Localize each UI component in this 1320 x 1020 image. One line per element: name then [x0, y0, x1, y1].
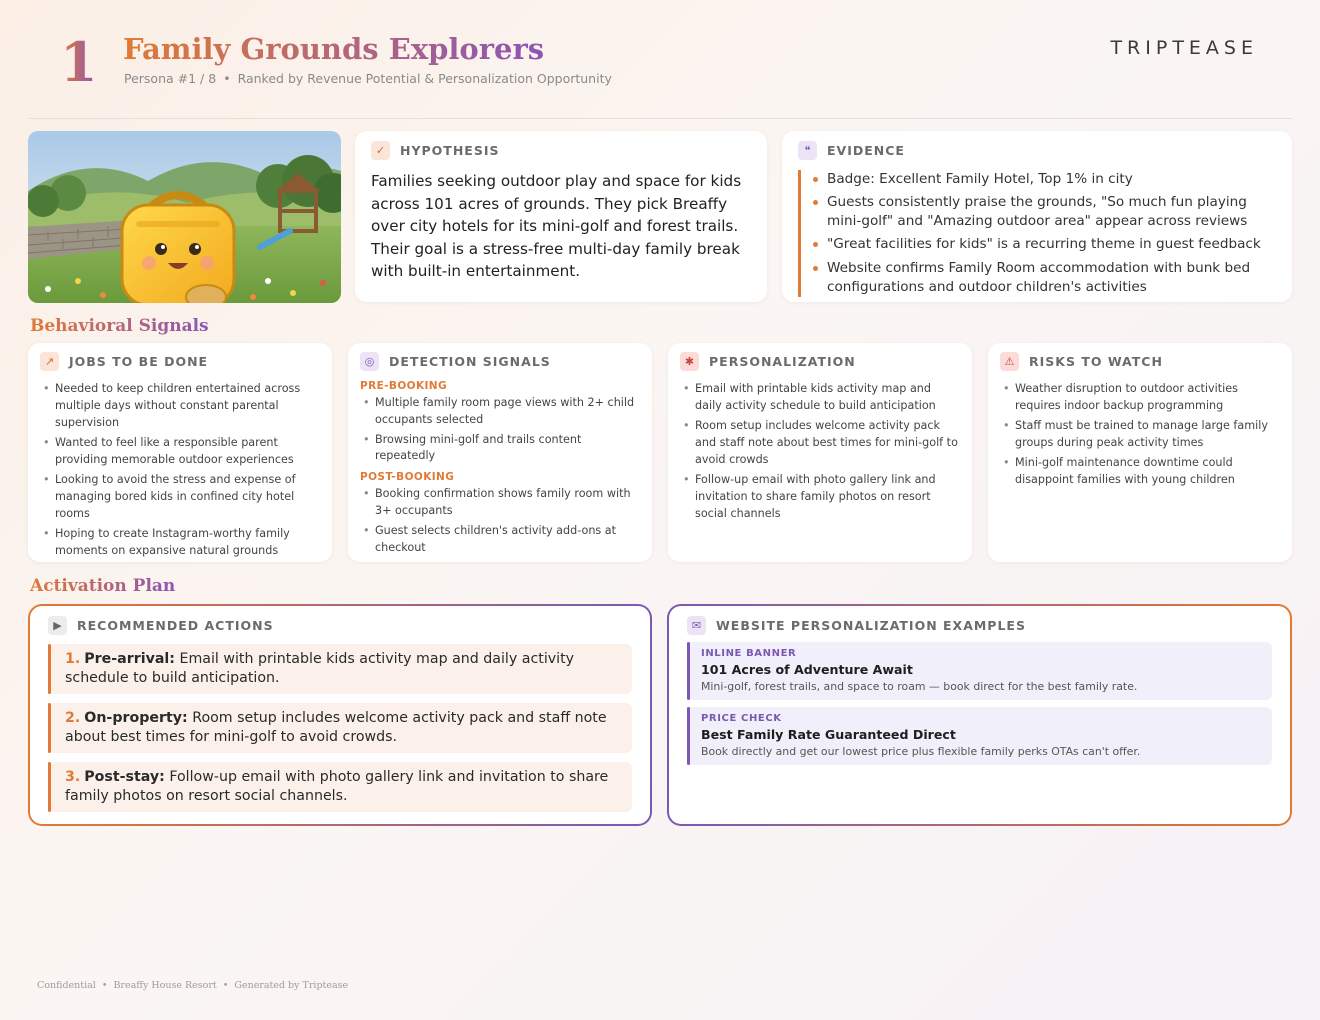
example-body: Book directly and get our lowest price plus flexible family perks OTAs can't offer.	[701, 745, 1141, 758]
list-item: • Booking confirmation shows family room with 3+ occupants	[360, 486, 640, 520]
check-icon: ✓	[371, 141, 390, 160]
post-booking-label: POST-BOOKING	[360, 471, 455, 484]
personalization-card	[668, 343, 972, 562]
behavioral-signals-title: Behavioral Signals	[30, 316, 209, 336]
page-subtitle	[124, 71, 612, 86]
personalization-heading: PERSONALIZATION	[709, 354, 856, 369]
page-title: Family Grounds Explorers	[123, 32, 545, 66]
list-item: • Wanted to feel like a responsible parent providing memorable outdoor experiences	[40, 435, 320, 469]
example-headline: Best Family Rate Guaranteed Direct	[701, 727, 956, 742]
sparkle-icon: ✱	[680, 352, 699, 371]
list-item: • Follow-up email with photo gallery link and invitation to share family photos on resort social channels	[680, 472, 960, 522]
list-item: • Looking to avoid the stress and expense of managing bored kids in confined city hotel rooms	[40, 472, 320, 522]
risks-list	[1000, 381, 1280, 489]
action-item	[48, 703, 632, 753]
action-item	[48, 762, 632, 812]
warning-icon: ⚠	[1000, 352, 1019, 371]
personalization-list	[680, 381, 960, 522]
action-label: Pre-arrival:	[84, 651, 175, 667]
risks-card	[988, 343, 1292, 562]
website-personalization-panel	[667, 604, 1292, 826]
activation-plan-title: Activation Plan	[30, 576, 176, 596]
footer-generated: Generated by Triptease	[234, 980, 349, 991]
action-text: Room setup includes welcome activity pack and staff note about best times for mini-golf to avoid crowds.	[65, 710, 607, 745]
list-item: • Staff must be trained to manage large family groups during peak activity times	[1000, 418, 1280, 452]
pre-booking-list	[360, 395, 640, 465]
website-heading: WEBSITE PERSONALIZATION EXAMPLES	[716, 618, 1026, 633]
evidence-item: "Great facilities for kids" is a recurring theme in guest feedback	[811, 235, 1276, 254]
evidence-item: Guests consistently praise the grounds, "So much fun playing mini-golf" and "Amazing outdoor area" appear across reviews	[811, 193, 1276, 232]
jobs-to-be-done-card	[28, 343, 332, 562]
list-item: • Email with printable kids activity map and daily activity schedule to build anticipation	[680, 381, 960, 415]
example-headline: 101 Acres of Adventure Await	[701, 662, 913, 677]
pre-booking-label: PRE-BOOKING	[360, 380, 448, 392]
persona-rank: 1	[60, 30, 98, 94]
action-number: 2.	[65, 710, 81, 726]
separator-dot: •	[101, 980, 108, 991]
action-item	[48, 644, 632, 694]
action-number: 3.	[65, 769, 81, 785]
example-body: Mini-golf, forest trails, and space to roam — book direct for the best family rate.	[701, 680, 1138, 693]
evidence-card	[782, 131, 1292, 302]
example-kind: PRICE CHECK	[701, 713, 782, 724]
brand-logo: TRIPTEASE	[1110, 37, 1258, 59]
actions-heading: RECOMMENDED ACTIONS	[77, 618, 274, 633]
personalization-header	[680, 352, 960, 371]
list-item: • Weather disruption to outdoor activities requires indoor backup programming	[1000, 381, 1280, 415]
separator-dot: •	[223, 71, 231, 86]
jobs-header	[40, 352, 320, 371]
list-item: • Mini-golf maintenance downtime could disappoint families with young children	[1000, 455, 1280, 489]
hypothesis-heading: HYPOTHESIS	[400, 143, 500, 158]
actions-header	[48, 616, 632, 635]
action-label: Post-stay:	[84, 769, 165, 785]
quote-icon: ❝	[798, 141, 817, 160]
list-item: • Room setup includes welcome activity pack and staff note about best times for mini-golf to avoid crowds	[680, 418, 960, 468]
footer	[37, 980, 348, 991]
separator-dot: •	[222, 980, 229, 991]
example-card-price-check	[687, 707, 1272, 765]
risks-heading: RISKS TO WATCH	[1029, 354, 1163, 369]
list-item: • Guest selects children's activity add-ons at checkout	[360, 523, 640, 557]
play-icon: ▶	[48, 616, 67, 635]
website-header	[687, 616, 1272, 635]
action-number: 1.	[65, 651, 81, 667]
hypothesis-text: Families seeking outdoor play and space for kids across 101 acres of grounds. They pick Breaffy over city hotels for its mini-golf and forest trails. Their goal is a stress-free multi-day family break with built-in entertainment.	[371, 172, 742, 281]
recommended-actions-panel	[28, 604, 652, 826]
persona-count: Persona #1 / 8	[124, 71, 217, 86]
list-item: • Hoping to create Instagram-worthy family moments on expansive natural grounds	[40, 526, 320, 560]
list-item: • Multiple family room page views with 2+ child occupants selected	[360, 395, 640, 429]
detection-heading: DETECTION SIGNALS	[389, 354, 551, 369]
detection-signals-card	[348, 343, 652, 562]
list-item: • Browsing mini-golf and trails content repeatedly	[360, 432, 640, 466]
evidence-item: Website confirms Family Room accommodation with bunk bed configurations and outdoor children's activities	[811, 259, 1276, 298]
header-divider	[28, 118, 1292, 119]
evidence-header	[798, 141, 1276, 160]
footer-property: Breaffy House Resort	[113, 980, 217, 991]
persona-illustration	[28, 131, 341, 303]
mail-icon: ✉	[687, 616, 706, 635]
list-item: • Needed to keep children entertained across multiple days without constant parental supervision	[40, 381, 320, 431]
action-text: Email with printable kids activity map and daily activity schedule to build anticipation.	[65, 651, 575, 686]
radar-icon: ◎	[360, 352, 379, 371]
jobs-list	[40, 381, 320, 559]
trend-arrow-icon: ↗	[40, 352, 59, 371]
evidence-item: Badge: Excellent Family Hotel, Top 1% in city	[811, 170, 1276, 189]
evidence-heading: EVIDENCE	[827, 143, 905, 158]
example-kind: INLINE BANNER	[701, 648, 797, 659]
action-text: Follow-up email with photo gallery link and invitation to share family photos on resort social channels.	[65, 769, 609, 804]
post-booking-list	[360, 486, 640, 556]
example-card-inline-banner	[687, 642, 1272, 700]
risks-header	[1000, 352, 1280, 371]
hypothesis-card	[355, 131, 767, 302]
jobs-heading: JOBS TO BE DONE	[69, 354, 209, 369]
ranking-note: Ranked by Revenue Potential & Personalization Opportunity	[237, 71, 612, 86]
action-label: On-property:	[84, 710, 188, 726]
hypothesis-header	[371, 141, 751, 160]
detection-header	[360, 352, 640, 371]
evidence-list	[798, 170, 1276, 297]
footer-confidential: Confidential	[37, 980, 96, 991]
